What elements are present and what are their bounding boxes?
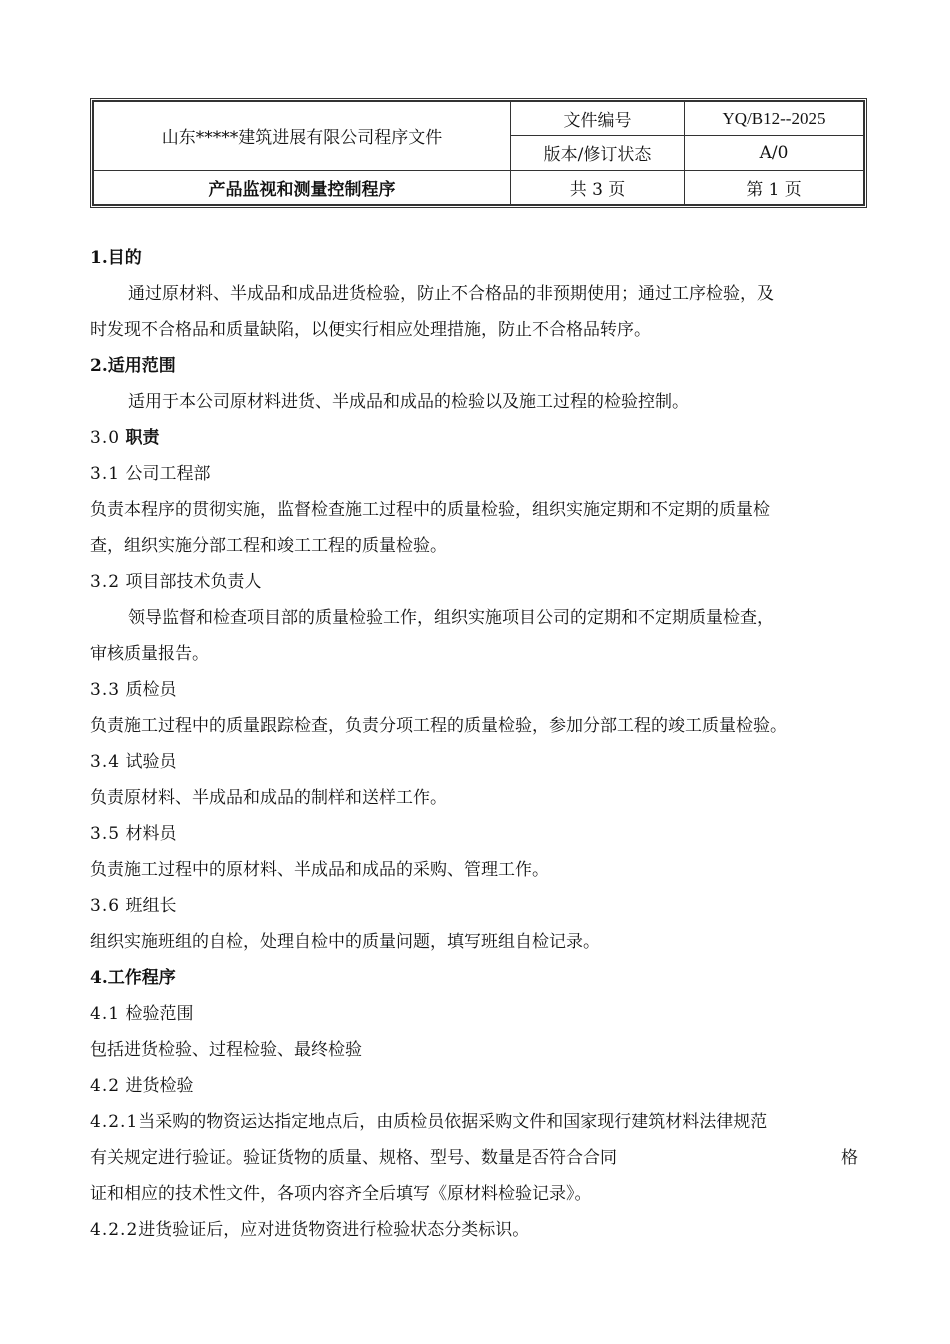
company-document-title: 山东*****建筑进展有限公司程序文件 — [94, 102, 511, 171]
paragraph-text: 当采购的物资运达指定地点后，由质检员依据采购文件和国家现行建筑材料法律规范 — [138, 1112, 768, 1132]
section-heading: 1.目的 — [90, 248, 142, 268]
paragraph-line — [90, 1140, 858, 1176]
paragraph-line: 审核质量报告。 — [90, 644, 209, 664]
paragraph-line — [90, 1212, 870, 1248]
subsection-heading — [90, 816, 870, 852]
section-title: 班组长 — [125, 896, 177, 916]
paragraph-line: 负责施工过程中的原材料、半成品和成品的采购、管理工作。 — [90, 860, 549, 880]
section-title: 试验员 — [125, 752, 177, 772]
subsection-heading — [90, 888, 870, 924]
paragraph-line: 证和相应的技术性文件，各项内容齐全后填写《原材料检验记录》。 — [90, 1184, 592, 1204]
page-number: 第 1 页 — [685, 170, 864, 204]
paragraph-line: 领导监督和检查项目部的质量检验工作，组织实施项目公司的定期和不定期质量检查， — [128, 608, 774, 628]
paragraph-line: 通过原材料、半成品和成品进货检验，防止不合格品的非预期使用；通过工序检验，及 — [128, 284, 774, 304]
subsection-heading — [90, 672, 870, 708]
section-title: 检验范围 — [125, 1004, 194, 1024]
section-number: 3.2 — [90, 572, 121, 592]
section-heading — [90, 420, 870, 456]
paragraph-line: 包括进货检验、过程检验、最终检验 — [90, 1040, 362, 1060]
document-header-table — [90, 98, 867, 208]
section-number: 4.2.2 — [90, 1220, 139, 1240]
paragraph-line: 组织实施班组的自检，处理自检中的质量问题，填写班组自检记录。 — [90, 932, 600, 952]
paragraph-text: 有关规定进行验证。验证货物的质量、规格、型号、数量是否符合合同 — [90, 1148, 617, 1168]
paragraph-line: 时发现不合格品和质量缺陷，以便实行相应处理措施，防止不合格品转序。 — [90, 320, 651, 340]
section-number: 3.4 — [90, 752, 121, 772]
subsection-heading — [90, 996, 870, 1032]
section-number: 4.2 — [90, 1076, 121, 1096]
paragraph-line: 适用于本公司原材料进货、半成品和成品的检验以及施工过程的检验控制。 — [128, 392, 689, 412]
paragraph-line: 查，组织实施分部工程和竣工工程的质量检验。 — [90, 536, 447, 556]
doc-number-value: YQ/B12--2025 — [685, 102, 864, 136]
section-number: 3.5 — [90, 824, 121, 844]
section-heading: 2.适用范围 — [90, 356, 176, 376]
section-title: 项目部技术负责人 — [125, 572, 262, 592]
section-title: 进货检验 — [125, 1076, 194, 1096]
section-title: 公司工程部 — [125, 464, 211, 484]
paragraph-line: 负责施工过程中的质量跟踪检查，负责分项工程的质量检验，参加分部工程的竣工质量检验。 — [90, 716, 787, 736]
section-title: 职责 — [125, 428, 160, 448]
doc-number-label: 文件编号 — [511, 102, 685, 136]
section-title: 材料员 — [125, 824, 177, 844]
section-number: 3.0 — [90, 428, 121, 448]
paragraph-text: 格 — [841, 1148, 858, 1168]
version-value: A/0 — [685, 136, 864, 170]
paragraph-line: 负责本程序的贯彻实施，监督检查施工过程中的质量检验，组织实施定期和不定期的质量检 — [90, 500, 770, 520]
procedure-title: 产品监视和测量控制程序 — [94, 170, 511, 204]
paragraph-text: 进货验证后，应对进货物资进行检验状态分类标识。 — [138, 1220, 530, 1240]
subsection-heading — [90, 1068, 870, 1104]
subsection-heading — [90, 744, 870, 780]
section-number: 3.3 — [90, 680, 121, 700]
total-pages: 共 3 页 — [511, 170, 685, 204]
section-number: 3.6 — [90, 896, 121, 916]
section-heading: 4.工作程序 — [90, 968, 176, 988]
section-number: 3.1 — [90, 464, 121, 484]
paragraph-line: 负责原材料、半成品和成品的制样和送样工作。 — [90, 788, 447, 808]
section-number: 4.2.1 — [90, 1112, 139, 1132]
subsection-heading — [90, 564, 870, 600]
version-label: 版本/修订状态 — [511, 136, 685, 170]
section-number: 4.1 — [90, 1004, 121, 1024]
document-body — [90, 240, 870, 1248]
subsection-heading — [90, 456, 870, 492]
paragraph-line — [90, 1104, 870, 1140]
section-title: 质检员 — [125, 680, 177, 700]
